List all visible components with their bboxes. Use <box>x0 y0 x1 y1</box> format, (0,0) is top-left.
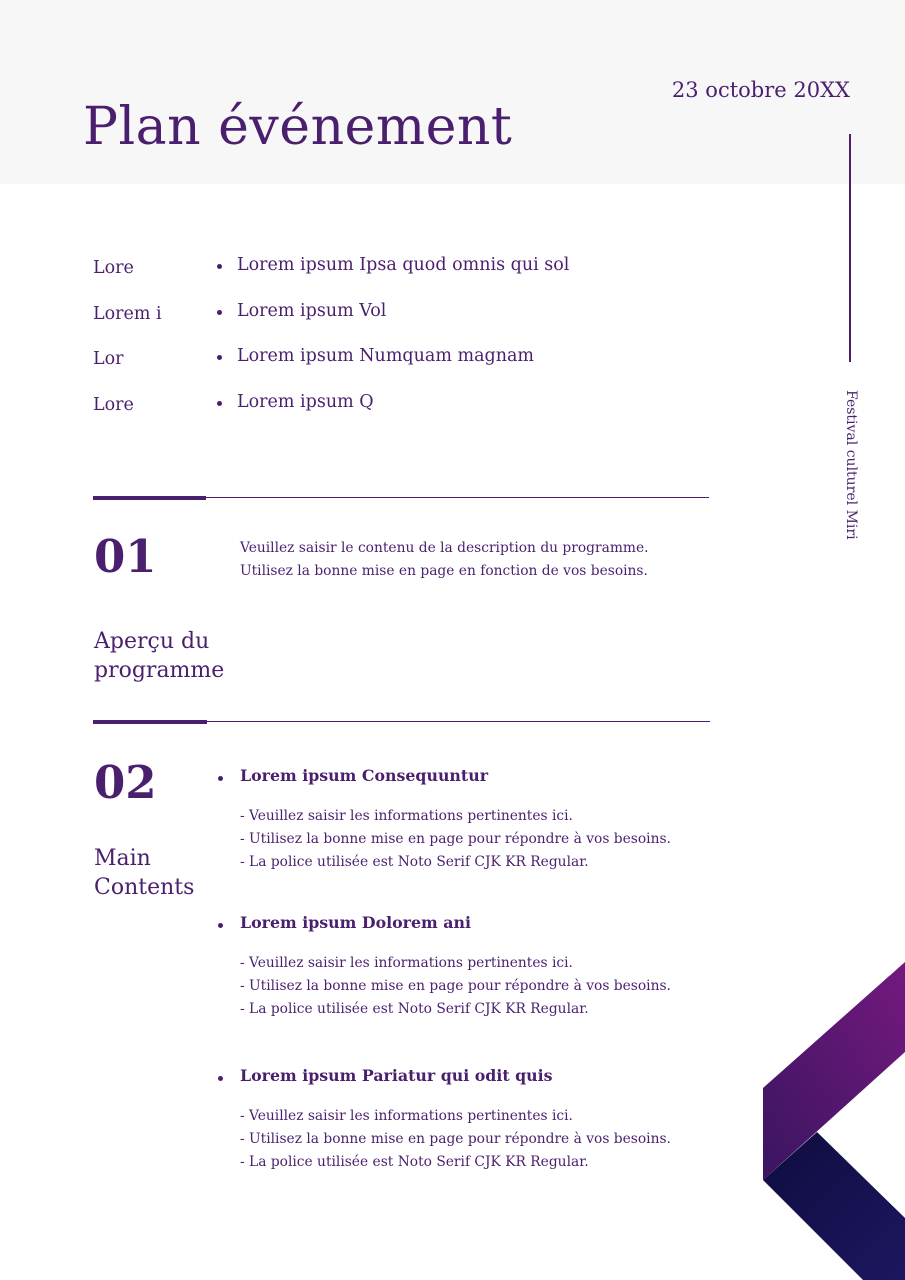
item-line: - La police utilisée est Noto Serif CJK KR Regular. <box>240 1154 589 1170</box>
item-line: - Utilisez la bonne mise en page pour répondre à vos besoins. <box>240 978 671 994</box>
summary-value: Lorem ipsum Vol <box>215 301 386 321</box>
item-line: - Utilisez la bonne mise en page pour répondre à vos besoins. <box>240 831 671 847</box>
summary-key: Lore <box>93 258 134 278</box>
section-heading: Main Contents <box>94 846 195 900</box>
item-line: - Utilisez la bonne mise en page pour répondre à vos besoins. <box>240 1131 671 1147</box>
item-lines <box>240 952 700 1021</box>
section-number: 01 <box>94 530 157 583</box>
summary-value: Lorem ipsum Ipsa quod omnis qui sol <box>215 255 569 275</box>
section-number: 02 <box>94 756 157 809</box>
vertical-rule <box>849 134 851 362</box>
content-item <box>240 913 700 1021</box>
summary-row <box>93 301 653 347</box>
item-line: - La police utilisée est Noto Serif CJK KR Regular. <box>240 1001 589 1017</box>
item-line: - Veuillez saisir les informations pertinentes ici. <box>240 955 573 971</box>
section-heading: Aperçu du programme <box>94 629 225 683</box>
section-description <box>240 537 680 583</box>
summary-key: Lorem i <box>93 303 162 324</box>
description-line: Utilisez la bonne mise en page en fonction de vos besoins. <box>240 563 648 579</box>
item-line: - La police utilisée est Noto Serif CJK KR Regular. <box>240 854 589 870</box>
description-line: Veuillez saisir le contenu de la description du programme. <box>240 540 649 556</box>
summary-list <box>93 255 653 438</box>
item-lines <box>240 805 700 874</box>
page-title: Plan événement <box>83 96 513 157</box>
content-item <box>240 1066 700 1174</box>
summary-row <box>93 392 653 438</box>
item-title: Lorem ipsum Dolorem ani <box>240 913 700 932</box>
summary-value: Lorem ipsum Numquam magnam <box>215 346 534 366</box>
item-title: Lorem ipsum Pariatur qui odit quis <box>240 1066 700 1085</box>
event-date: 23 octobre 20XX <box>671 78 850 102</box>
summary-row <box>93 346 653 392</box>
corner-ribbon-graphic <box>760 960 905 1280</box>
summary-key: Lore <box>93 395 134 416</box>
item-lines <box>240 1105 700 1174</box>
festival-label: Festival culturel Miri <box>843 390 859 540</box>
summary-row <box>93 255 653 301</box>
section-divider-accent <box>93 496 206 500</box>
item-line: - Veuillez saisir les informations pertinentes ici. <box>240 808 573 824</box>
content-item <box>240 766 700 874</box>
summary-value: Lorem ipsum Q <box>215 392 374 412</box>
item-line: - Veuillez saisir les informations pertinentes ici. <box>240 1108 573 1124</box>
ribbon-purple-band <box>763 962 905 1180</box>
summary-key: Lor <box>93 349 124 370</box>
section-divider-accent <box>93 720 207 724</box>
item-title: Lorem ipsum Consequuntur <box>240 766 700 785</box>
